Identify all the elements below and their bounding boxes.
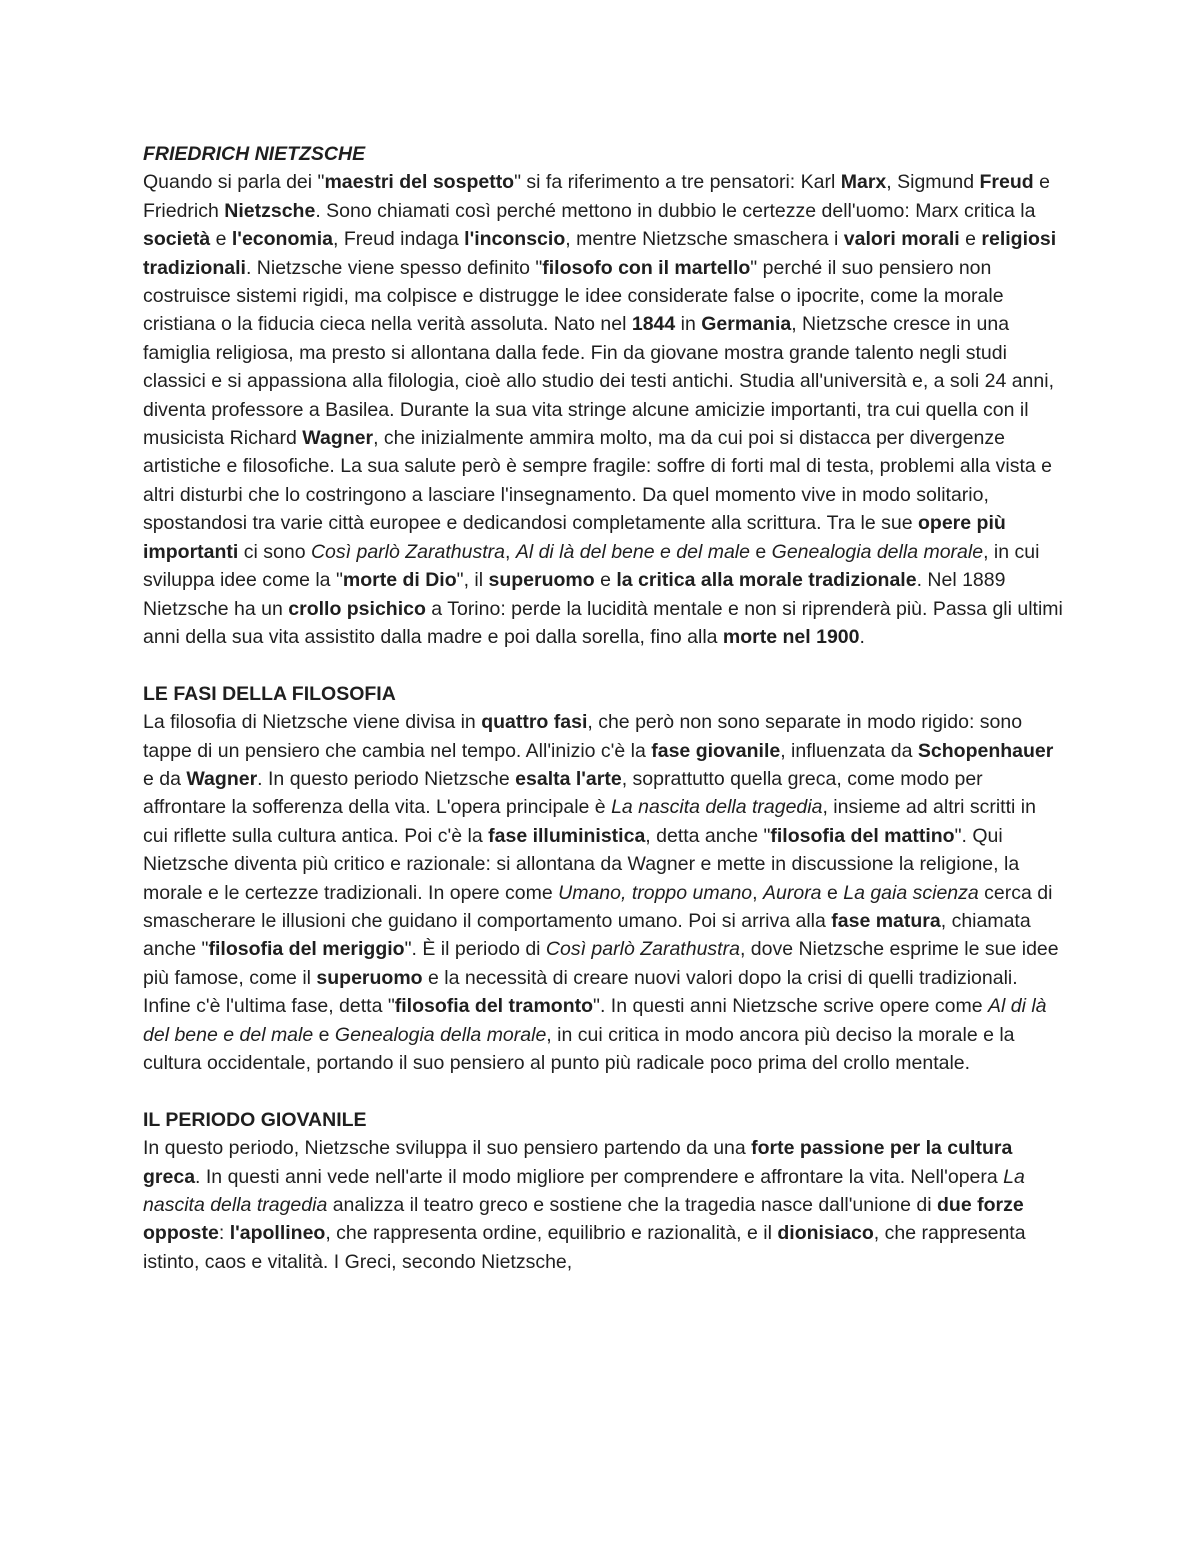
bold-text: morte nel 1900 — [722, 625, 860, 648]
document-section — [143, 680, 1063, 1078]
bold-text: Wagner — [302, 427, 374, 450]
bold-text: religiosi tradizionali — [143, 228, 1057, 279]
bold-text: Nietzsche — [224, 199, 316, 222]
text-run: La filosofia di Nietzsche viene divisa in — [143, 711, 482, 734]
bold-text: l'apollineo — [229, 1222, 326, 1245]
text-run: , chiamata anche " — [143, 909, 1031, 961]
section-paragraph — [143, 168, 1063, 651]
text-run: e da — [143, 767, 187, 790]
bold-text: filosofia del meriggio — [208, 938, 405, 961]
bold-text: quattro fasi — [481, 711, 588, 734]
text-run: e — [594, 569, 617, 592]
bold-text: fase matura — [831, 909, 941, 932]
bold-text: crollo psichico — [288, 597, 426, 620]
bold-text: l'inconscio — [464, 228, 566, 251]
section-paragraph — [143, 708, 1063, 1077]
document-section — [143, 1106, 1063, 1276]
bold-text: Marx — [840, 171, 887, 194]
text-run: , che rappresenta ordine, equilibrio e razionalità, e il — [325, 1222, 778, 1245]
text-run: e — [313, 1023, 335, 1046]
text-run: . — [859, 625, 865, 648]
bold-text: l'economia — [231, 228, 333, 251]
text-run: ". Qui Nietzsche diventa più critico e razionale: si allontana da Wagner e mette in discussione la religione, la morale e le certezze tradizionali. In opere come — [143, 824, 1020, 904]
italic-title: Al di là del bene e del male — [515, 540, 750, 563]
text-run: , Sigmund — [886, 171, 980, 194]
text-run: , che inizialmente ammira molto, ma da cui poi si distacca per divergenze artistiche e filosofiche. La sua salute però è sempre fragile: soffre di forti mal di testa, problemi alla vista e altri disturbi che lo costringono a lasciare l'insegnamento. Da quel momento vive in modo solitario, spostandosi tra varie città europee e dedicandosi completamente alla scrittura. Tra le sue — [143, 427, 1052, 535]
italic-title: Così parlò Zarathustra — [545, 938, 740, 961]
text-run: , che però non sono separate in modo rigido: sono tappe di un pensiero che cambia nel tempo. All'inizio c'è la — [143, 711, 1023, 762]
text-run: a Torino: perde la lucidità mentale e non si riprenderà più. Passa gli ultimi anni della sua vita assistito dalla madre e poi dalla sorella, fino alla — [143, 597, 1063, 648]
text-run: . In questi anni vede nell'arte il modo migliore per comprendere e affrontare la vita. Nell'opera — [195, 1165, 1004, 1188]
text-run: analizza il teatro greco e sostiene che la tragedia nasce dall'unione di — [327, 1194, 937, 1216]
text-run: " perché il suo pensiero non costruisce sistemi rigidi, ma colpisce e distrugge le idee considerate false o ipocrite, come la morale cristiana o la fiducia cieca nella verità assoluta. Nato nel — [143, 256, 1004, 336]
text-run: ", il — [456, 569, 489, 592]
bold-text: la critica alla morale tradizionale — [616, 569, 917, 592]
text-run: , in cui critica in modo ancora più deciso la morale e la cultura occidentale, portando il suo pensiero al punto più radicale poco prima del crollo mentale. — [143, 1023, 1015, 1074]
text-run: ci sono — [238, 540, 311, 563]
bold-text: filosofia del mattino — [770, 824, 955, 847]
text-run: , influenzata da — [780, 739, 918, 762]
text-run: , — [752, 881, 763, 904]
text-run: . In questo periodo Nietzsche — [257, 767, 516, 790]
section-heading: LE FASI DELLA FILOSOFIA — [143, 682, 396, 705]
text-run: In questo periodo, Nietzsche sviluppa il suo pensiero partendo da una — [143, 1137, 752, 1160]
text-run: e — [210, 228, 232, 251]
bold-text: Freud — [979, 171, 1034, 194]
italic-title: La nascita della tragedia — [143, 1165, 1025, 1216]
text-run: : — [218, 1222, 230, 1245]
italic-title: Umano, troppo umano — [558, 881, 753, 904]
text-run: , — [504, 540, 516, 563]
text-run: , in cui sviluppa idee come la " — [143, 540, 1040, 592]
text-run: e — [821, 881, 844, 904]
text-run: , soprattutto quella greca, come modo per affrontare la sofferenza della vita. L'opera principale è — [143, 767, 983, 819]
italic-title: Genealogia della morale — [334, 1023, 547, 1046]
bold-text: maestri del sospetto — [324, 171, 515, 194]
text-run: e — [749, 540, 772, 563]
text-run: , insieme ad altri scritti in cui riflette sulla cultura antica. Poi c'è la — [143, 796, 1036, 847]
text-run: Quando si parla dei " — [143, 171, 325, 194]
bold-text: Germania — [701, 313, 792, 336]
text-run: . Nietzsche viene spesso definito " — [245, 256, 543, 279]
bold-text: opere più importanti — [143, 512, 1006, 563]
text-run: e la necessità di creare nuovi valori dopo la crisi di quelli tradizionali. Infine c'è l'ultima fase, detta " — [143, 966, 1018, 1018]
text-run: cerca di smascherare le illusioni che guidano il comportamento umano. Poi si arriva alla — [143, 881, 1053, 932]
bold-text: Wagner — [186, 767, 258, 790]
bold-text: società — [143, 228, 211, 251]
text-run: e Friedrich — [143, 171, 1050, 222]
italic-title: Aurora — [763, 881, 822, 904]
text-run: " si fa riferimento a tre pensatori: Karl — [514, 171, 841, 194]
bold-text: superuomo — [316, 966, 423, 989]
text-run: . Sono chiamati così perché mettono in dubbio le certezze dell'uomo: Marx critica la — [315, 199, 1036, 222]
document-body — [143, 140, 1063, 1305]
text-run: , detta anche " — [645, 824, 771, 847]
italic-title: La nascita della tragedia — [611, 796, 823, 819]
bold-text: forte passione per la cultura greca — [143, 1137, 1013, 1188]
bold-text: due forze opposte — [143, 1194, 1024, 1245]
bold-text: superuomo — [488, 569, 595, 592]
section-paragraph — [143, 1134, 1063, 1276]
text-run: , mentre Nietzsche smaschera i — [565, 228, 844, 251]
text-run: ". In questi anni Nietzsche scrive opere come — [593, 995, 988, 1018]
bold-text: 1844 — [631, 313, 676, 336]
bold-text: morte di Dio — [342, 569, 457, 592]
text-run: , Freud indaga — [332, 228, 465, 251]
text-run: in — [675, 313, 702, 336]
text-run: ". È il periodo di — [404, 938, 546, 961]
text-run: , che rappresenta istinto, caos e vitalità. I Greci, secondo Nietzsche, — [143, 1222, 1026, 1273]
bold-text: valori morali — [843, 228, 960, 251]
italic-title: Così parlò Zarathustra — [310, 540, 505, 563]
text-run: . Nel 1889 Nietzsche ha un — [143, 569, 1006, 620]
bold-text: filosofia del tramonto — [394, 995, 594, 1018]
bold-text: fase illuministica — [488, 824, 646, 847]
bold-text: esalta l'arte — [515, 767, 622, 790]
italic-title: Al di là del bene e del male — [143, 995, 1047, 1046]
italic-title: La gaia scienza — [843, 881, 979, 904]
section-heading: FRIEDRICH NIETZSCHE — [143, 143, 366, 165]
text-run: , Nietzsche cresce in una famiglia religiosa, ma presto si allontana dalla fede. Fin da giovane mostra grande talento negli studi classici e si appassiona alla filologia, cioè allo studio dei testi antichi. Studia all'università e, a soli 24 anni, diventa professore a Basilea. Durante la sua vita stringe alcune amicizie importanti, tra cui quella con il musicista Richard — [143, 313, 1054, 450]
bold-text: dionisiaco — [777, 1222, 874, 1245]
section-heading: IL PERIODO GIOVANILE — [143, 1108, 367, 1131]
italic-title: Genealogia della morale — [771, 540, 984, 563]
text-run: , dove Nietzsche esprime le sue idee più famose, come il — [143, 938, 1059, 989]
text-run: e — [959, 228, 982, 251]
bold-text: Schopenhauer — [917, 739, 1054, 762]
bold-text: fase giovanile — [651, 739, 781, 762]
bold-text: filosofo con il martello — [542, 256, 751, 279]
document-section — [143, 140, 1063, 651]
